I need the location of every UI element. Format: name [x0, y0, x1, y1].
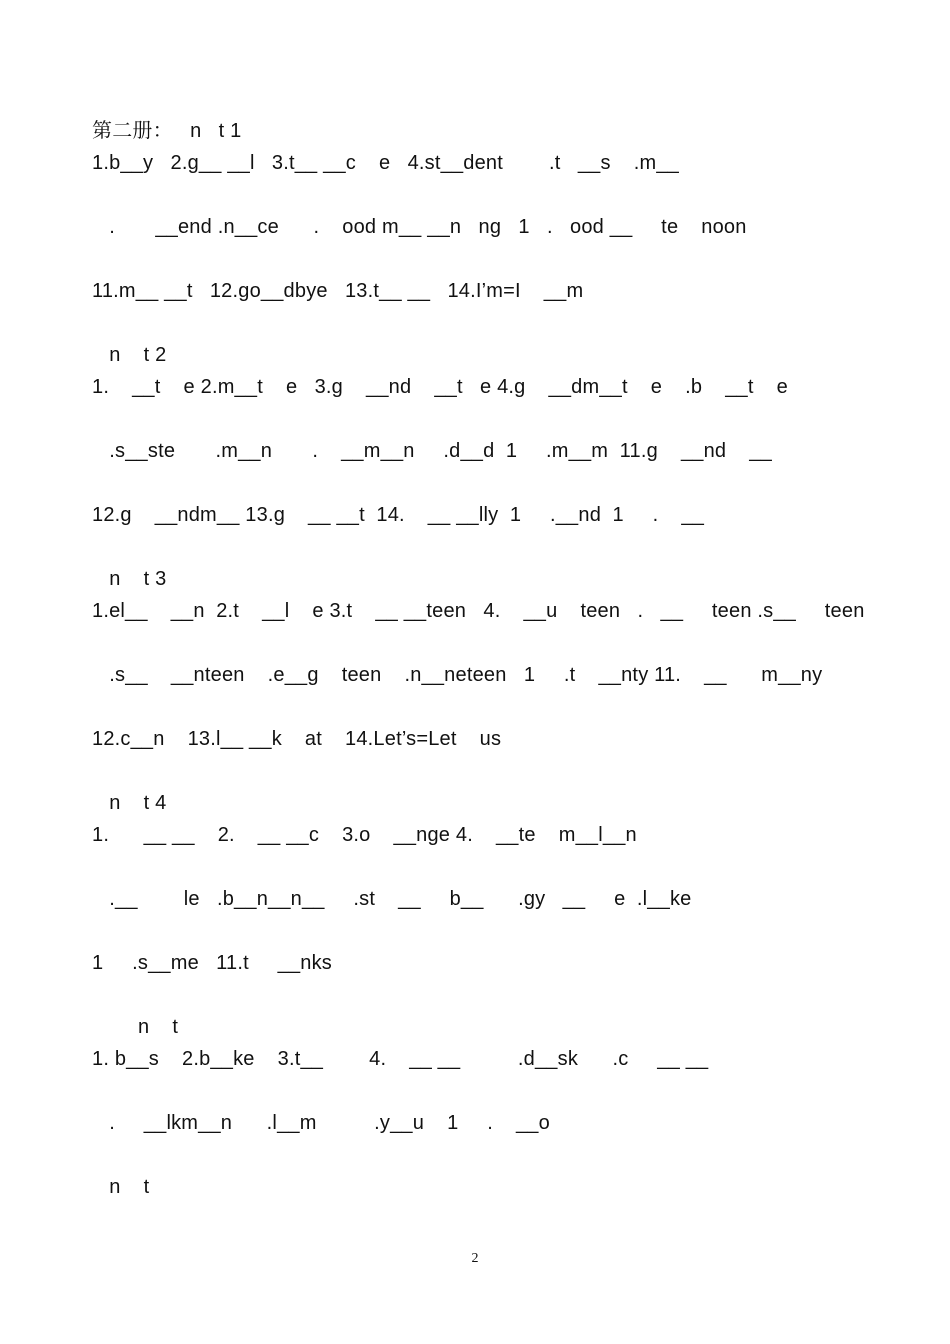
unit-1-line-3: 11.m__ __t 12.go__dbye 13.t__ __ 14.I’m=I __m: [92, 280, 584, 302]
unit-1-heading: 第二册： n t 1: [92, 120, 242, 142]
unit-3-line-3: 12.c__n 13.l__ __k at 14.Let’s=Let us: [92, 728, 502, 750]
unit-5-line-1: 1. b__s 2.b__ke 3.t__ 4. __ __ .d__sk .c __ __: [92, 1048, 709, 1070]
unit-5-heading: n t: [92, 1016, 179, 1038]
unit-4-line-3: 1 .s__me 11.t __nks: [92, 952, 332, 974]
unit-6-heading: n t: [92, 1176, 150, 1198]
page-number: 2: [471, 1251, 479, 1266]
unit-4-line-1: 1. __ __ 2. __ __c 3.o __nge 4. __te m__l__n: [92, 824, 637, 846]
unit-4-line-2: .__ le .b__n__n__ .st __ b__ .gy __ e .l__ke: [92, 888, 692, 910]
unit-2-heading: n t 2: [92, 344, 167, 366]
unit-3-heading: n t 3: [92, 568, 167, 590]
unit-1-line-1: 1.b__y 2.g__ __l 3.t__ __c e 4.st__dent .t __s .m__: [92, 152, 679, 174]
unit-1-line-2: . __end .n__ce . ood m__ __n ng 1 . ood __ te noon: [92, 216, 747, 238]
unit-2-line-1: 1. __t e 2.m__t e 3.g __nd __t e 4.g __dm__t e .b __t e: [92, 376, 788, 398]
unit-5-line-2: . __lkm__n .l__m .y__u 1 . __o: [92, 1112, 550, 1134]
unit-3-line-2: .s__ __nteen .e__g teen .n__neteen 1 .t __nty 11. __ m__ny: [92, 664, 823, 686]
unit-2-line-2: .s__ste .m__n . __m__n .d__d 1 .m__m 11.g __nd __: [92, 440, 772, 462]
unit-2-line-3: 12.g __ndm__ 13.g __ __t 14. __ __lly 1 .__nd 1 . __: [92, 504, 705, 526]
unit-4-heading: n t 4: [92, 792, 167, 814]
unit-3-line-1: 1.el__ __n 2.t __l e 3.t __ __teen 4. __u teen . __ teen .s__ teen: [92, 600, 865, 622]
